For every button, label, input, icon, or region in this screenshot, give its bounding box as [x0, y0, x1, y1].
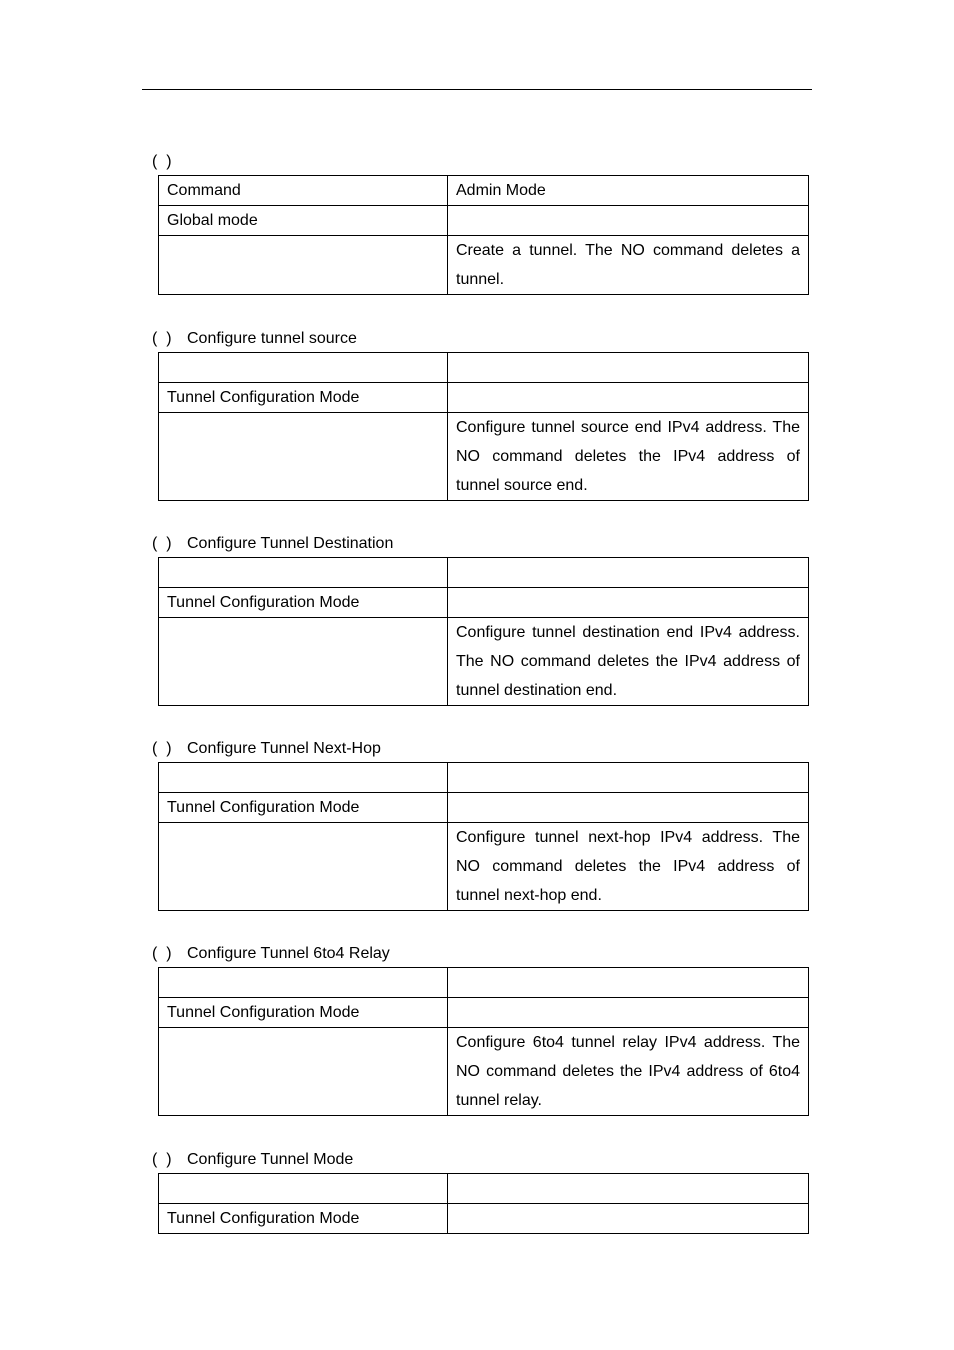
header-rule [142, 89, 812, 90]
empty-cell [448, 968, 809, 998]
mode-cell: Tunnel Configuration Mode [159, 588, 448, 618]
empty-cell [448, 998, 809, 1028]
section-heading-text: Configure Tunnel Mode [187, 1151, 354, 1168]
mode-cell: Tunnel Configuration Mode [159, 998, 448, 1028]
table-row [159, 968, 809, 998]
table-row [159, 998, 809, 1028]
section-tunnel-mode [152, 1149, 809, 1234]
command-table [158, 762, 809, 911]
section-tunnel-6to4-relay [152, 943, 809, 1116]
command-table [158, 1173, 809, 1234]
section-heading [152, 151, 809, 175]
empty-cell [448, 383, 809, 413]
heading-number-parens: ( ) [152, 945, 172, 962]
mode-cell: Tunnel Configuration Mode [159, 383, 448, 413]
description-cell: Configure 6to4 tunnel relay IPv4 address. The NO command deletes the IPv4 address of 6to4 tunnel relay. [448, 1028, 809, 1116]
command-table [158, 967, 809, 1116]
table-row [159, 383, 809, 413]
table-row [159, 236, 809, 295]
heading-number-parens: ( ) [152, 153, 172, 170]
description-cell: Configure tunnel destination end IPv4 address. The NO command deletes the IPv4 address of tunnel destination end. [448, 618, 809, 706]
empty-cell [159, 1028, 448, 1116]
mode-cell: Global mode [159, 206, 448, 236]
empty-cell [448, 206, 809, 236]
section-tunnel-source [152, 328, 809, 501]
command-cell [159, 558, 448, 588]
section-tunnel-next-hop [152, 738, 809, 911]
heading-number-parens: ( ) [152, 740, 172, 757]
command-table [158, 175, 809, 295]
table-row [159, 558, 809, 588]
empty-cell [448, 763, 809, 793]
heading-number-parens: ( ) [152, 535, 172, 552]
description-cell: Create a tunnel. The NO command deletes a tunnel. [448, 236, 809, 295]
command-cell [159, 1174, 448, 1204]
section-heading-text [187, 153, 191, 170]
heading-number-parens: ( ) [152, 330, 172, 347]
section-heading [152, 738, 809, 762]
table-row [159, 763, 809, 793]
table-row [159, 793, 809, 823]
section-heading-text: Configure Tunnel Next-Hop [187, 740, 381, 757]
table-row [159, 413, 809, 501]
table-row [159, 1204, 809, 1234]
section-heading [152, 328, 809, 352]
section-heading [152, 943, 809, 967]
command-table [158, 557, 809, 706]
mode-cell: Tunnel Configuration Mode [159, 793, 448, 823]
table-row [159, 176, 809, 206]
empty-cell [159, 618, 448, 706]
command-cell [159, 763, 448, 793]
section-heading-text: Configure Tunnel 6to4 Relay [187, 945, 390, 962]
command-cell [159, 968, 448, 998]
table-row [159, 823, 809, 911]
section-heading [152, 1149, 809, 1173]
empty-cell [159, 413, 448, 501]
empty-cell [448, 1204, 809, 1234]
section-create-tunnel [152, 151, 809, 295]
section-heading-text: Configure tunnel source [187, 330, 357, 347]
command-cell [159, 353, 448, 383]
section-heading [152, 533, 809, 557]
empty-cell [448, 353, 809, 383]
description-cell: Configure tunnel next-hop IPv4 address. The NO command deletes the IPv4 address of tunnel next-hop end. [448, 823, 809, 911]
table-row [159, 1028, 809, 1116]
mode-cell: Tunnel Configuration Mode [159, 1204, 448, 1234]
command-table [158, 352, 809, 501]
table-row [159, 588, 809, 618]
table-row [159, 353, 809, 383]
command-label-cell: Command [159, 176, 448, 206]
empty-cell [448, 793, 809, 823]
table-row [159, 618, 809, 706]
description-cell: Configure tunnel source end IPv4 address. The NO command deletes the IPv4 address of tunnel source end. [448, 413, 809, 501]
heading-number-parens: ( ) [152, 1151, 172, 1168]
empty-cell [448, 1174, 809, 1204]
section-tunnel-destination [152, 533, 809, 706]
empty-cell [448, 558, 809, 588]
table-row [159, 1174, 809, 1204]
table-row [159, 206, 809, 236]
empty-cell [159, 236, 448, 295]
mode-label-cell: Admin Mode [448, 176, 809, 206]
section-heading-text: Configure Tunnel Destination [187, 535, 394, 552]
empty-cell [159, 823, 448, 911]
empty-cell [448, 588, 809, 618]
